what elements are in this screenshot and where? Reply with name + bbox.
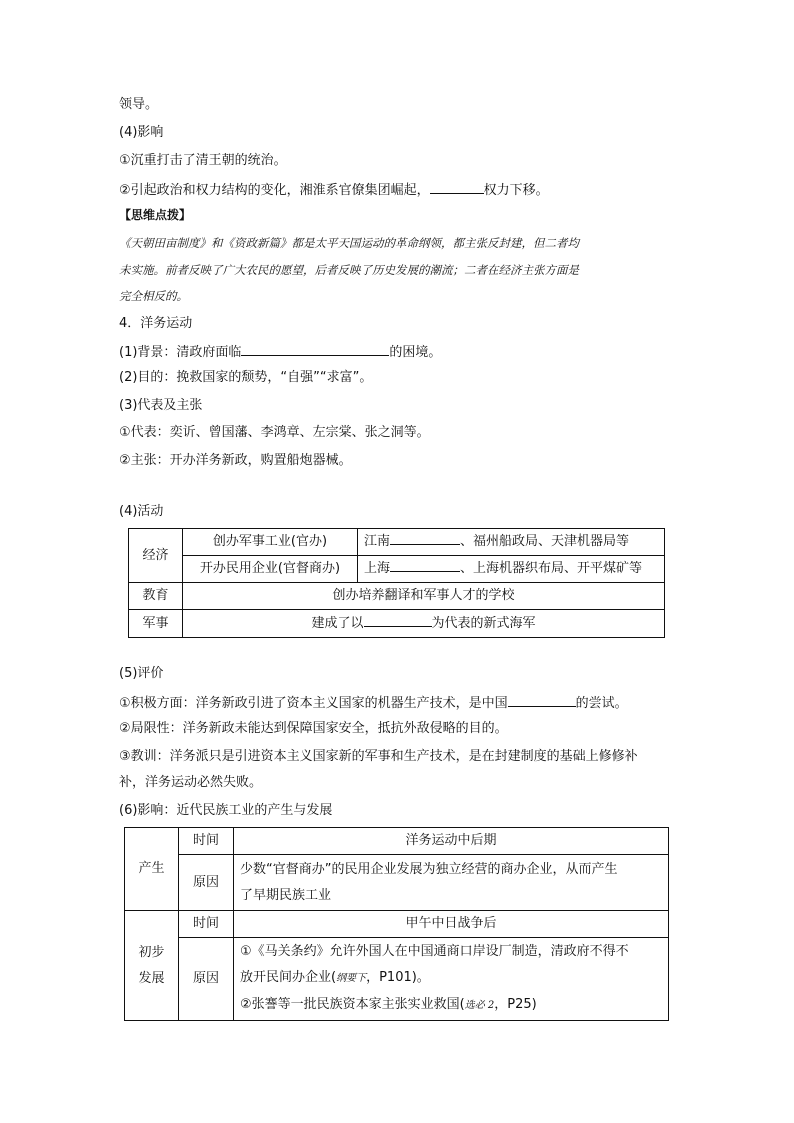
table-cell [234,938,669,1021]
text-segment: 的尝试。 [575,696,628,711]
text-line [119,342,441,362]
category-cell: 经济 [129,529,183,583]
text-line: ②局限性：洋务新政未能达到保障国家安全，抵抗外敌侵略的目的。 [119,721,508,736]
section-heading: (4)影响 [119,125,164,140]
category-cell [125,911,179,1021]
source-note: 选必 2 [464,1000,495,1011]
fill-blank [390,558,460,572]
text-segment: ②张謇等一批民族资本家主张实业救国( [240,997,465,1012]
source-note: 纲要下 [336,973,367,984]
table-cell: 甲午中日战争后 [234,911,669,938]
text-line [119,180,549,200]
section-heading: 4．洋务运动 [119,316,193,331]
category-cell: 军事 [129,610,183,638]
table-cell [358,556,665,583]
fill-blank [364,613,432,627]
text-segment: 权力下移。 [483,183,549,198]
text-line: ③教训：洋务派只是引进资本主义国家新的军事和生产技术，是在封建制度的基础上修修补 [119,749,638,764]
tip-heading: 【思维点拨】 [119,208,192,222]
section-heading: (4)活动 [119,504,164,519]
section-heading: (3)代表及主张 [119,398,203,413]
fill-blank [430,180,484,194]
table-cell: 洋务运动中后期 [234,828,669,855]
table-cell: 时间 [179,828,234,855]
fill-blank [508,693,576,707]
text-segment: 上海 [364,561,391,576]
industry-table [124,827,669,1021]
section-heading: (5)评价 [119,666,164,681]
text-line: ②主张：开办洋务新政，购置船炮器械。 [119,453,352,468]
text-segment: 、上海机器织布局、开平煤矿等 [460,561,643,576]
text-line: 少数“官督商办”的民用企业发展为独立经营的商办企业，从而产生 [240,861,618,877]
text-segment: ，P25) [494,997,537,1012]
text-segment: 为代表的新式海军 [431,615,536,631]
table-cell: 创办培养翻译和军事人才的学校 [183,583,665,610]
category-cell: 教育 [129,583,183,610]
text-segment: 放开民间办企业( [240,970,337,985]
text-line: 发展 [138,970,165,986]
fill-blank [241,342,389,356]
text-segment: (1)背景：清政府面临 [119,345,242,360]
text-line: 领导。 [119,97,159,112]
text-segment: ②引起政治和权力结构的变化，湘淮系官僚集团崛起， [119,183,430,198]
table-cell: 时间 [179,911,234,938]
tip-text: 完全相反的。 [119,289,188,303]
text-segment: 江南 [364,534,391,549]
activities-table [128,528,665,638]
text-segment: 建成了以 [311,615,364,631]
table-cell [358,529,665,556]
text-segment: ①积极方面：洋务新政引进了资本主义国家的机器生产技术，是中国 [119,696,508,711]
tip-text: 未实施。前者反映了广大农民的愿望，后者反映了历史发展的潮流；二者在经济主张方面是 [119,263,579,277]
text-line: ①沉重打击了清王朝的统治。 [119,153,287,168]
text-line [240,992,662,1019]
text-line: 初步 [138,944,165,960]
text-line: ①代表：奕䜣、曾国藩、李鸿章、左宗棠、张之洞等。 [119,425,430,440]
text-line: 补，洋务运动必然失败。 [119,775,263,790]
table-cell: 开办民用企业(官督商办) [183,556,358,583]
text-segment: 、福州船政局、天津机器局等 [460,534,630,549]
fill-blank [390,531,460,545]
category-cell: 产生 [125,828,179,911]
text-line: ①《马关条约》允许外国人在中国通商口岸设厂制造，清政府不得不 [240,944,629,959]
text-line: 了早期民族工业 [240,887,332,903]
text-line: (2)目的：挽救国家的颓势，“自强”“求富”。 [119,370,373,385]
table-cell: 原因 [179,855,234,911]
table-cell [234,855,669,911]
text-line [119,693,628,713]
section-heading: (6)影响：近代民族工业的产生与发展 [119,803,333,818]
table-cell: 原因 [179,938,234,1021]
text-segment: 的困境。 [389,345,442,360]
text-segment: ，P101)。 [366,970,430,985]
table-cell: 创办军事工业(官办) [183,529,358,556]
tip-text: 《天朝田亩制度》和《资政新篇》都是太平天国运动的革命纲领，都主张反封建，但二者均 [119,236,579,250]
table-cell [183,610,665,638]
text-line [240,965,662,992]
